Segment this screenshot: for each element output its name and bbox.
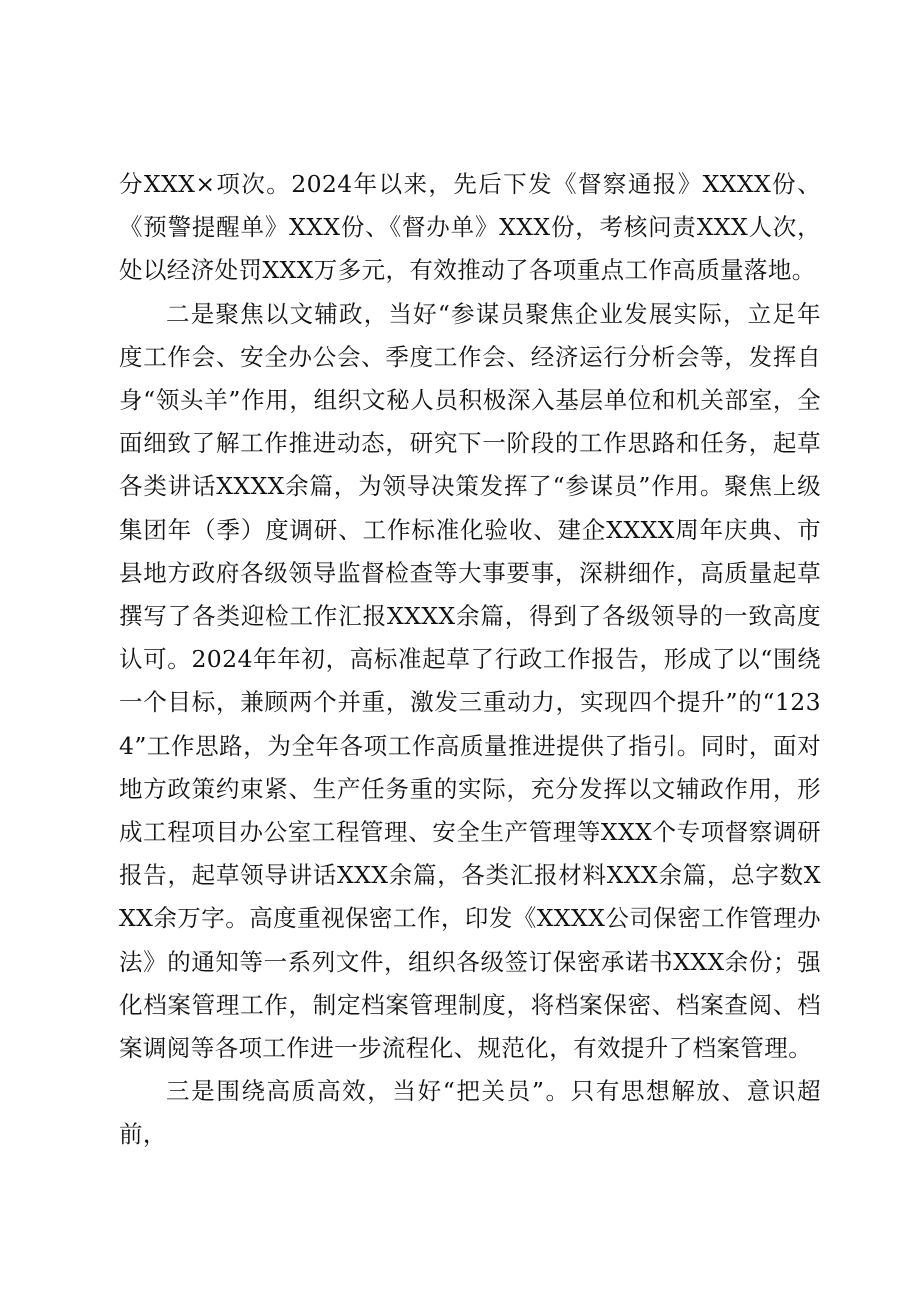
document-body xyxy=(119,163,821,1157)
paragraph-point-3-quality-efficiency: 三是围绕高质高效，当好“把关员”。只有思想解放、意识超前， xyxy=(119,1077,821,1149)
paragraph-point-2-literary-support: 二是聚焦以文辅政，当好“参谋员聚焦企业发展实际，立足年度工作会、安全办公会、季度工作会、经济运行分析会等，发挥自身“领头羊”作用，组织文秘人员积极深入基层单位和机关部室，全面细致了解工作推进动态，研究下一阶段的工作思路和任务，起草各类讲话XXXX余篇，为领导决策发挥了“参谋员”作用。聚焦上级集团年（季）度调研、工作标准化验收、建企XXXX周年庆典、市县地方政府各级领导监督检查等大事要事，深耕细作，高质量起草撰写了各类迎检工作汇报XXXX余篇，得到了各级领导的一致高度认可。2024年年初，高标准起草了行政工作报告，形成了以“围绕一个目标，兼顾两个并重，激发三重动力，实现四个提升”的“1234”工作思路，为全年各项工作高质量推进提供了指引。同时，面对地方政策约束紧、生产任务重的实际，充分发挥以文辅政作用，形成工程项目办公室工程管理、安全生产管理等XXX个专项督察调研报告，起草领导讲话XXX余篇，各类汇报材料XXX余篇，总字数XXX余万字。高度重视保密工作，印发《XXXX公司保密工作管理办法》的通知等一系列文件，组织各级签订保密承诺书XXX余份；强化档案管理工作，制定档案管理制度，将档案保密、档案查阅、档案调阅等各项工作进一步流程化、规范化，有效提升了档案管理。 xyxy=(119,299,821,1063)
paragraph-continuation: 分XXX×项次。2024年以来，先后下发《督察通报》XXXX份、《预警提醒单》XXX份、《督办单》XXX份，考核问责XXX人次，处以经济处罚XXX万多元，有效推动了各项重点工作高质量落地。 xyxy=(119,170,821,285)
